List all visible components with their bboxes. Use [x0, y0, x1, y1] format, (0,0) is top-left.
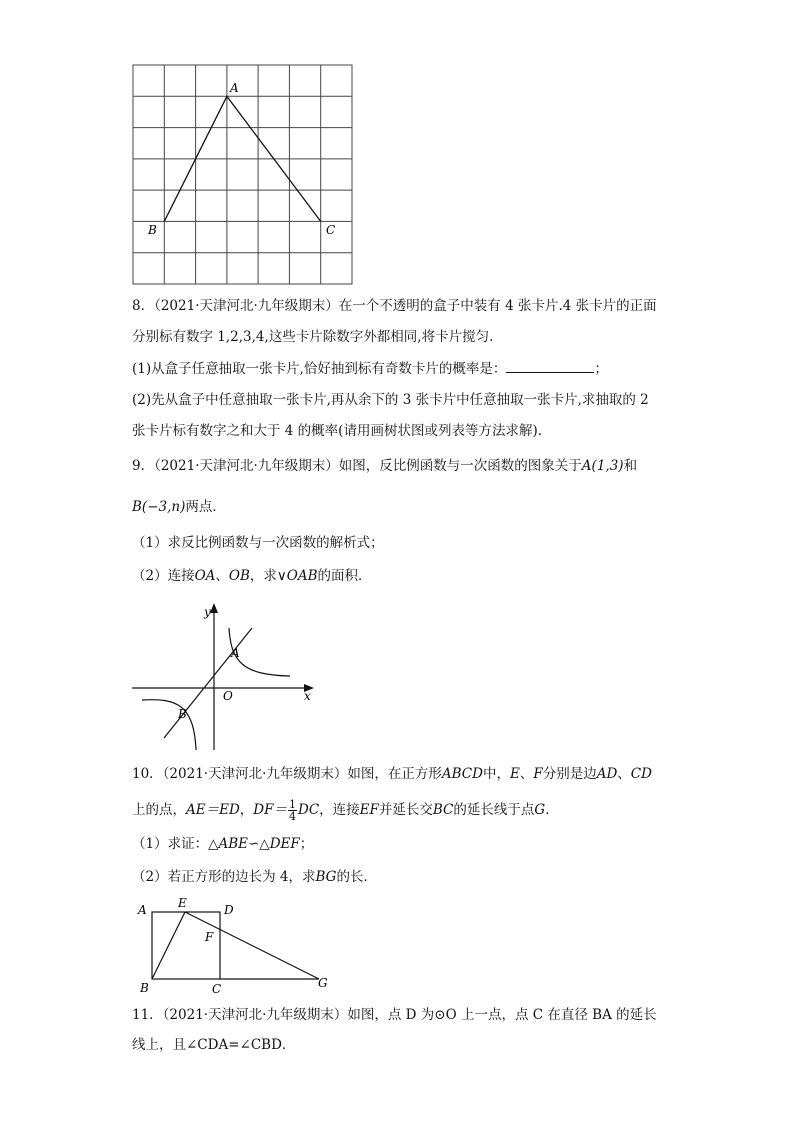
- line-eg: [185, 912, 319, 979]
- q8-part1-text: (1)从盒子任意抽取一张卡片,恰好抽到标有奇数卡片的概率是：: [132, 361, 507, 377]
- q9-part2: [132, 566, 372, 586]
- q10-g: G: [534, 802, 546, 818]
- q10-part2: [132, 867, 377, 887]
- q10-text-2d: 的延长线于点: [453, 802, 535, 818]
- q10-number: 10．: [132, 766, 163, 782]
- y-axis-arrow: [210, 603, 218, 613]
- label-d: D: [224, 903, 234, 917]
- point-b-label: B: [178, 707, 187, 721]
- q10-part1-end: ；: [299, 836, 314, 852]
- x-label: x: [304, 689, 311, 703]
- origin-label: O: [223, 689, 233, 703]
- q10-text-1c: 分别是边: [542, 766, 597, 782]
- linear-function-line: [164, 628, 252, 738]
- label-a: A: [230, 81, 239, 95]
- q10-square: ABCD: [441, 766, 483, 782]
- q8-part2-line1: [132, 390, 649, 410]
- label-b: B: [148, 223, 157, 237]
- q10-sep1: 、: [519, 766, 534, 782]
- q9-oa: OA: [194, 568, 216, 584]
- q8-line2: [132, 327, 493, 347]
- q10-part1-pre: （1）求证：: [132, 836, 209, 852]
- q10-comma: ，: [239, 802, 254, 818]
- label-a: A: [138, 903, 147, 917]
- y-label: y: [204, 605, 211, 619]
- q9-text-2: 两点．: [185, 499, 226, 515]
- q10-line1: [132, 764, 652, 784]
- q8-text-2: 分别标有数字 1,2,3,4,这些卡片除数字外都相同,将卡片搅匀.: [132, 329, 494, 345]
- q11-source: （2021·天津河北·九年级期末）: [162, 1007, 348, 1023]
- q10-part2-end: 的长．: [336, 869, 377, 885]
- q9-point-a: A(1,3): [581, 458, 624, 474]
- q10-text-1b: 中，: [482, 766, 510, 782]
- grid-triangle-figure: [128, 60, 358, 290]
- answer-blank[interactable]: [506, 358, 594, 373]
- q9-triangle: ∨OAB: [276, 568, 318, 584]
- q10-df: DF＝: [253, 802, 287, 818]
- q10-ef: EF: [359, 802, 379, 818]
- q11-text-2: 线上，且∠CDA=∠CBD．: [132, 1037, 296, 1053]
- q8-line1: [132, 296, 657, 316]
- q8-number: 8．: [132, 298, 155, 314]
- q8-source: （2021·天津河北·九年级期末）: [154, 298, 339, 314]
- q10-bg: BG: [315, 869, 337, 885]
- point-a-label: A: [231, 646, 240, 660]
- fraction-one-quarter: [288, 799, 297, 822]
- label-f: F: [205, 930, 214, 944]
- q10-text-2c: 并延长交: [378, 802, 433, 818]
- q10-line2: [132, 797, 559, 823]
- q9-part1-text: （1）求反比例函数与一次函数的解析式；: [132, 535, 384, 551]
- q9-part2-end: 的面积．: [317, 568, 372, 584]
- q10-similarity: △ABE∽△DEF: [208, 836, 300, 852]
- q10-text-1: 如图，在正方形: [347, 766, 442, 782]
- q10-f: F: [533, 766, 543, 782]
- q11-line2: [132, 1035, 295, 1055]
- label-c: C: [212, 982, 222, 996]
- q11-line1: [132, 1005, 657, 1025]
- q10-text-2b: ，连接: [319, 802, 360, 818]
- q10-text-2: 上的点，: [132, 802, 186, 818]
- grid-lines: [133, 65, 352, 284]
- q10-dc: DC: [298, 802, 320, 818]
- q9-line2: [132, 497, 226, 517]
- q10-source: （2021·天津河北·九年级期末）: [162, 766, 348, 782]
- square-abcd: [152, 912, 220, 979]
- q9-point-b: B(−3,n): [132, 499, 186, 515]
- q10-sep2: 、: [617, 766, 631, 782]
- square-figure: [128, 894, 348, 996]
- q9-line1: [132, 456, 637, 476]
- label-c: C: [326, 223, 336, 237]
- q9-source: （2021·天津河北·九年级期末）: [154, 458, 339, 474]
- q10-cd: CD: [630, 766, 652, 782]
- q10-ae-ed: AE＝ED: [186, 802, 240, 818]
- q11-number: 11．: [132, 1007, 163, 1023]
- function-graph-figure: [128, 600, 328, 760]
- label-g: G: [318, 976, 328, 990]
- q9-text-1-end: 和: [623, 458, 638, 474]
- q11-text-1: 如图，点 D 为⊙O 上一点，点 C 在直径 BA 的延长: [347, 1007, 657, 1023]
- q10-part2-pre: （2）若正方形的边长为 4，求: [132, 869, 316, 885]
- q8-part1: [132, 358, 608, 379]
- q8-part1-end: ；: [594, 361, 608, 377]
- q10-part1: [132, 834, 313, 854]
- label-b: B: [140, 981, 149, 995]
- q9-ob: OB: [228, 568, 250, 584]
- fraction-numerator: 1: [289, 798, 296, 811]
- q9-sep: 、: [215, 568, 229, 584]
- q8-text-1: 在一个不透明的盒子中装有 4 张卡片.4 张卡片的正面: [338, 298, 657, 314]
- q9-part1: [132, 533, 384, 553]
- q10-e: E: [509, 766, 520, 782]
- q10-period: ．: [545, 802, 559, 818]
- q10-bc: BC: [432, 802, 454, 818]
- fraction-denominator: 4: [289, 810, 296, 823]
- q8-part2-text-2: 张卡片标有数字之和大于 4 的概率(请用画树状图或列表等方法求解).: [132, 423, 542, 439]
- q8-part2-line2: [132, 421, 542, 441]
- q9-part2-pre: （2）连接: [132, 568, 195, 584]
- q8-part2-text-1: (2)先从盒子中任意抽取一张卡片,再从余下的 3 张卡片中任意抽取一张卡片,求抽取的 2: [132, 392, 649, 408]
- q10-ad: AD: [596, 766, 618, 782]
- q9-part2-mid: ，求: [249, 568, 277, 584]
- q9-number: 9．: [132, 458, 155, 474]
- q9-text-1: 如图，反比例函数与一次函数的图象关于: [338, 458, 582, 474]
- segment-be: [152, 912, 185, 979]
- label-e: E: [178, 896, 187, 910]
